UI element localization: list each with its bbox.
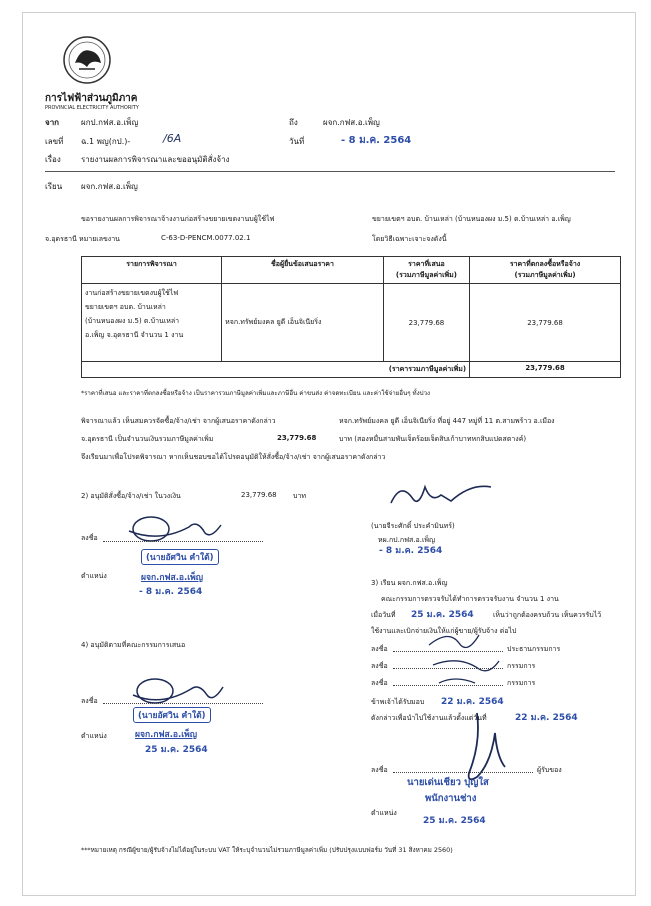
- table-row: [82, 284, 621, 362]
- work-number: C-63-D-PENCM.0077.02.1: [161, 234, 251, 242]
- to-label: ถึง: [289, 118, 298, 127]
- col-header-item: รายการพิจารณา: [82, 257, 222, 284]
- number-handwritten: /6A: [163, 132, 182, 145]
- receiver-title-stamp: พนักงานช่าง: [425, 793, 477, 804]
- consider-line1a: พิจารณาแล้ว เห็นสมควรจัดซื้อ/จ้าง/เช่า จากผู้เสนอราคาดังกล่าว: [81, 417, 276, 425]
- price-footnote: *ราคาที่เสนอ และราคาที่ตกลงซื้อหรือจ้าง เป็นราคารวมภาษีมูลค่าเพิ่มและภาษีอื่น ค่าขนส่ง ค่าจดทะเบียน และค่าใช้จ่ายอื่นๆ ทั้งปวง: [81, 390, 431, 397]
- consider-amount: 23,779.68: [277, 434, 317, 442]
- consider-line2a: จ.อุดรธานี เป็นจำนวนเงินรวมภาษีมูลค่าเพิ่ม: [81, 435, 214, 443]
- received-date-stamp: 22 ม.ค. 2564: [441, 697, 504, 707]
- to-value: ผจก.กฟส.อ.เพ็ญ: [323, 118, 380, 127]
- proposer-signature-icon: [381, 473, 501, 515]
- delivered-date-stamp: 22 ม.ค. 2564: [515, 713, 578, 723]
- pea-logo-icon: [61, 35, 113, 85]
- intro-line2a: จ.อุดรธานี หมายเลขงาน: [45, 235, 120, 243]
- consider-line2c: บาท (สองหมื่นสามพันเจ็ดร้อยเจ็ดสิบเก้าบาทหกสิบแปดสตางค์): [339, 435, 527, 443]
- org-name-en: PROVINCIAL ELECTRICITY AUTHORITY: [45, 105, 139, 111]
- col-header-offer: ราคาที่เสนอ (รวมภาษีมูลค่าเพิ่ม): [383, 257, 469, 284]
- acknowledge-sign-line: [103, 703, 263, 704]
- inspect-line2a: เมื่อวันที่: [371, 611, 396, 619]
- item-line: ขยายเขตฯ อบต. บ้านเหล่า: [85, 303, 166, 311]
- item-line: (บ้านหนองผง ม.5) ต.บ้านเหล่า: [85, 317, 180, 325]
- total-label: (ราคารวมภาษีมูลค่าเพิ่ม): [82, 362, 470, 378]
- acknowledge-position-label: ตำแหน่ง: [81, 732, 107, 740]
- receiver-role: ผู้รับของ: [537, 766, 562, 774]
- approve-title: 2) อนุมัติสั่งซื้อ/จ้าง/เช่า ในวงเงิน: [81, 492, 181, 500]
- attention-value: ผจก.กฟส.อ.เพ็ญ: [81, 182, 138, 191]
- consider-line3: จึงเรียนมาเพื่อโปรดพิจารณา หากเห็นชอบขอได้โปรดอนุมัติให้สั่งซื้อ/จ้าง/เช่า จากผู้เสนอราคาดังกล่าว: [81, 453, 386, 461]
- proposer-name: (นายจีระศักดิ์ ประคำมินทร์): [371, 522, 455, 530]
- agreed-cell: 23,779.68: [470, 284, 621, 362]
- approve-sign-line: [103, 541, 263, 542]
- item-line: งานก่อสร้างขยายเขตงบผู้ใช้ไฟ: [85, 289, 179, 297]
- inspect-line3: ใช้งานและเบิกจ่ายเงินให้แก่ผู้ขาย/ผู้รับจ้าง ต่อไป: [371, 627, 517, 635]
- proposer-date-stamp: - 8 ม.ค. 2564: [379, 546, 443, 556]
- intro-line1b: ขยายเขตฯ อบต. บ้านเหล่า (บ้านหนองผง ม.5) ต.บ้านเหล่า อ.เพ็ญ: [372, 215, 571, 223]
- subject-label: เรื่อง: [45, 155, 61, 164]
- approve-name-stamp: (นายอัศวิน คำใต้): [141, 549, 219, 565]
- bid-table: [81, 256, 621, 378]
- inspect-date-stamp: 25 ม.ค. 2564: [411, 610, 474, 620]
- number-value: ฉ.1 พญ(กป.)-: [81, 137, 131, 146]
- inspect-title: 3) เรียน ผจก.กฟส.อ.เพ็ญ: [371, 579, 448, 587]
- number-label: เลขที่: [45, 137, 64, 146]
- receiver-position-label: ตำแหน่ง: [371, 809, 397, 817]
- acknowledge-title: 4) อนุมัติตามที่คณะกรรมการเสนอ: [81, 641, 186, 649]
- bidder-cell: หจก.ทรัพย์มงคล ยูดี เอ็นจิเนียริ่ง: [222, 284, 384, 362]
- committee-sign-label: ลงชื่อ: [371, 645, 388, 653]
- from-value: ผกป.กฟส.อ.เพ็ญ: [81, 118, 139, 127]
- acknowledge-date-stamp: 25 ม.ค. 2564: [145, 745, 208, 755]
- inspect-line2b: เห็นว่าถูกต้องครบถ้วน เห็นควรรับไว้: [493, 611, 602, 619]
- consider-line1b: หจก.ทรัพย์มงคล ยูดี เอ็นจิเนียริ่ง ที่อยู่ 447 หมู่ที่ 11 ต.สามพร้าว อ.เมือง: [339, 417, 555, 425]
- inspect-line1: คณะกรรมการตรวจรับได้ทำการตรวจรับงาน จำนวน 1 งาน: [381, 595, 559, 603]
- approve-amount: 23,779.68: [241, 491, 277, 499]
- acknowledge-name-stamp: (นายอัศวิน คำใต้): [133, 707, 211, 723]
- document-page: [22, 12, 636, 896]
- acknowledge-position-stamp: ผจก.กฟส.อ.เพ็ญ: [135, 730, 198, 740]
- receiver-date-stamp: 25 ม.ค. 2564: [423, 816, 486, 826]
- receiver-sign-label: ลงชื่อ: [371, 766, 388, 774]
- memo-date-stamp: - 8 ม.ค. 2564: [341, 135, 412, 146]
- receiver-sign-line: [393, 772, 533, 773]
- approve-position-label: ตำแหน่ง: [81, 572, 107, 580]
- col-header-agreed: ราคาที่ตกลงซื้อหรือจ้าง (รวมภาษีมูลค่าเพิ่ม): [470, 257, 621, 284]
- committee-sign-label: ลงชื่อ: [371, 679, 388, 687]
- committee-role-member: กรรมการ: [507, 662, 536, 670]
- footer-note: ***หมายเหตุ กรณีผู้ขาย/ผู้รับจ้างไม่ได้อยู่ในระบบ VAT ให้ระบุจำนวนไม่รวมภาษีมูลค่าเพิ่ม (ปรับปรุงแบบฟอร์ม วันที่ 31 สิงหาคม 2560): [81, 846, 453, 854]
- offer-cell: 23,779.68: [383, 284, 469, 362]
- total-value: 23,779.68: [470, 362, 621, 378]
- intro-line1a: ขอรายงานผลการพิจารณาจ้างงานก่อสร้างขยายเขตงานบผู้ใช้ไฟ: [81, 215, 275, 223]
- attention-label: เรียน: [45, 182, 63, 191]
- approve-unit: บาท: [293, 492, 306, 500]
- approve-sign-label: ลงชื่อ: [81, 534, 98, 542]
- col-header-bidder: ชื่อผู้ยื่นข้อเสนอราคา: [222, 257, 384, 284]
- date-label: วันที่: [289, 137, 305, 146]
- approve-position-stamp: ผจก.กฟส.อ.เพ็ญ: [141, 573, 204, 583]
- committee-role-chair: ประธานกรรมการ: [507, 645, 561, 653]
- committee-sign-label: ลงชื่อ: [371, 662, 388, 670]
- item-cell: [82, 284, 222, 362]
- proposer-position: หผ.กป.กฟส.อ.เพ็ญ: [378, 536, 435, 544]
- org-name-th: การไฟฟ้าส่วนภูมิภาค: [45, 93, 138, 104]
- committee-signature-icon: [419, 625, 509, 689]
- subject-value: รายงานผลการพิจารณาและขออนุมัติสั่งจ้าง: [81, 155, 230, 164]
- intro-line2c: โดยวิธีเฉพาะเจาะจงดังนี้: [372, 235, 447, 243]
- table-header-row: [82, 257, 621, 284]
- acknowledge-sign-label: ลงชื่อ: [81, 697, 98, 705]
- item-line: อ.เพ็ญ จ.อุดรธานี จำนวน 1 งาน: [85, 331, 184, 339]
- approver-signature-icon: [119, 509, 229, 545]
- received-label: ข้าพเจ้าได้รับมอบ: [371, 698, 425, 706]
- committee-role-member: กรรมการ: [507, 679, 536, 687]
- from-label: จาก: [45, 118, 60, 127]
- header-divider: [45, 171, 615, 172]
- receiver-name-stamp: นายเด่นเชียว บุญใส: [407, 777, 489, 788]
- delivered-label: ดังกล่าวเพื่อนำไปใช้งานแล้วตั้งแต่วันที่: [371, 714, 487, 722]
- approve-date-stamp: - 8 ม.ค. 2564: [139, 587, 203, 597]
- total-row: [82, 362, 621, 378]
